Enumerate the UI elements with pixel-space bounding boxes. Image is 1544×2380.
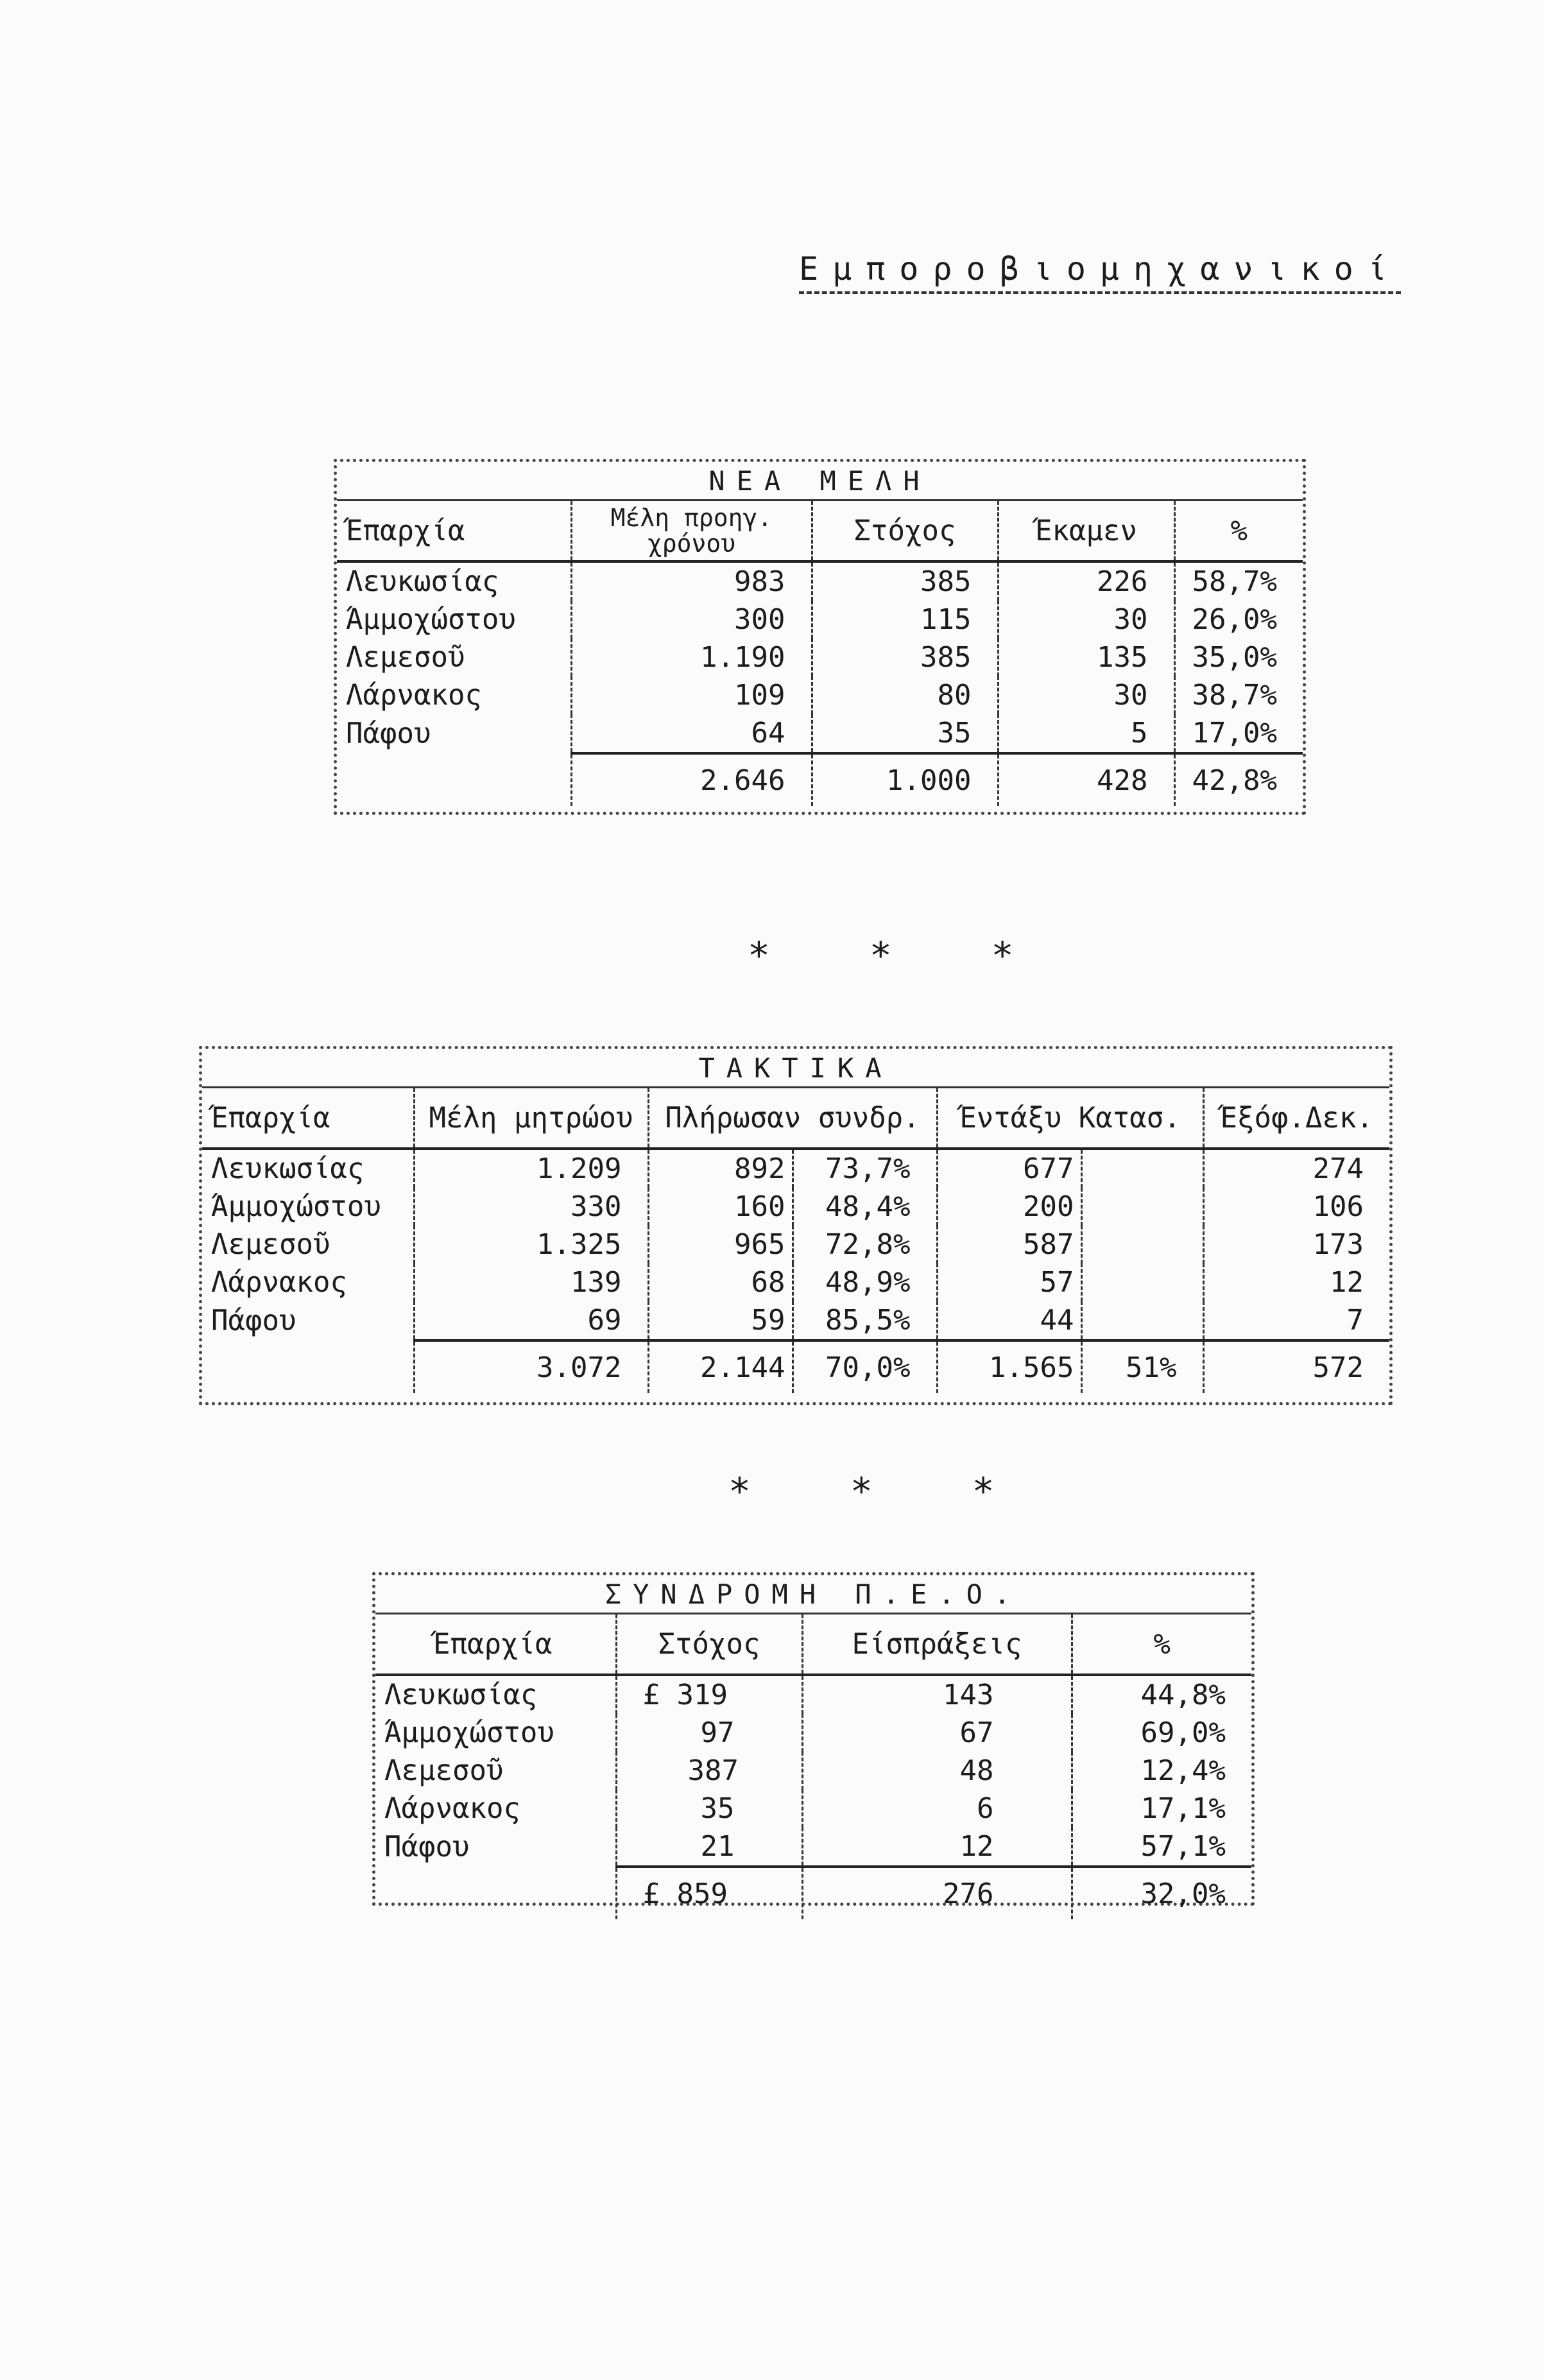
percent-cell: 85,5% — [793, 1301, 937, 1340]
table-row — [202, 1301, 1389, 1340]
table-row — [337, 676, 1303, 714]
value-cell: 30 — [998, 601, 1174, 638]
table-row — [202, 1188, 1389, 1226]
table-total-row — [337, 753, 1303, 806]
value-cell: 330 — [414, 1188, 648, 1226]
table-row — [202, 1149, 1389, 1188]
total-cell: 42,8% — [1174, 753, 1303, 806]
value-cell: 68 — [648, 1263, 793, 1301]
province-cell: Πάφου — [346, 717, 431, 750]
total-cell: 32,0% — [1072, 1867, 1251, 1919]
header-cell: Έπαρχία — [202, 1088, 414, 1149]
header-cell: Στόχος — [616, 1614, 802, 1675]
value-cell: 115 — [812, 601, 998, 638]
province-cell: Λεμεσοῦ — [384, 1754, 504, 1787]
percent-cell: 35,0% — [1174, 638, 1303, 676]
value-cell: 80 — [812, 676, 998, 714]
table-row — [337, 601, 1303, 638]
table-subscription — [372, 1572, 1255, 1910]
value-cell: 965 — [648, 1226, 793, 1263]
percent-cell — [1081, 1149, 1203, 1188]
total-label-cell — [375, 1867, 616, 1919]
province-cell: Άμμοχώστου — [384, 1717, 554, 1749]
value-cell: 300 — [571, 601, 812, 638]
value-cell: 44 — [937, 1301, 1081, 1340]
table-row — [375, 1752, 1251, 1790]
percent-cell — [1081, 1301, 1203, 1340]
header-cell: Έντάξυ Κατασ. — [937, 1088, 1203, 1149]
value-cell: 106 — [1203, 1188, 1389, 1226]
value-cell: 59 — [648, 1301, 793, 1340]
table-caption: ΤΑΚΤΙΚΑ — [698, 1052, 893, 1084]
province-cell: Άμμοχώστου — [211, 1190, 381, 1223]
total-cell: 51% — [1081, 1340, 1203, 1393]
value-cell: 274 — [1203, 1149, 1389, 1188]
total-cell: 276 — [802, 1867, 1072, 1919]
new-members-table — [337, 462, 1303, 806]
percent-cell: 72,8% — [793, 1226, 937, 1263]
value-cell: 35 — [812, 714, 998, 753]
header-cell: Είσπράξεις — [802, 1614, 1072, 1675]
value-cell: 67 — [802, 1714, 1072, 1752]
total-label-cell — [202, 1340, 414, 1393]
table-row — [202, 1226, 1389, 1263]
value-cell: 139 — [414, 1263, 648, 1301]
value-cell: 35 — [616, 1790, 802, 1828]
total-cell: 2.144 — [648, 1340, 793, 1393]
value-cell: 12 — [1203, 1263, 1389, 1301]
table-header-row — [202, 1088, 1389, 1149]
value-cell: 385 — [812, 561, 998, 601]
value-cell: 21 — [616, 1828, 802, 1867]
percent-cell: 38,7% — [1174, 676, 1303, 714]
table-row — [337, 561, 1303, 601]
value-cell: 173 — [1203, 1226, 1389, 1263]
percent-cell: 12,4% — [1072, 1752, 1251, 1790]
province-cell: Λάρνακος — [211, 1266, 347, 1299]
page-title: Εμποροβιομηχανικοί — [799, 250, 1401, 294]
table-new-members — [334, 459, 1306, 815]
value-cell: 892 — [648, 1149, 793, 1188]
table-row — [337, 714, 1303, 753]
value-cell: 57 — [937, 1263, 1081, 1301]
value-cell: 983 — [571, 561, 812, 601]
percent-cell: 26,0% — [1174, 601, 1303, 638]
percent-cell: 17,0% — [1174, 714, 1303, 753]
percent-cell: 44,8% — [1072, 1675, 1251, 1714]
header-cell: Μέλη προηγ. χρόνου — [571, 501, 812, 562]
value-cell: 97 — [616, 1714, 802, 1752]
province-cell: Πάφου — [384, 1831, 470, 1863]
total-cell: 70,0% — [793, 1340, 937, 1393]
table-row — [202, 1263, 1389, 1301]
province-cell: Λάρνακος — [384, 1792, 520, 1825]
value-cell: 387 — [616, 1752, 802, 1790]
header-cell: % — [1174, 501, 1303, 562]
total-cell: 2.646 — [571, 753, 812, 806]
value-cell: 69 — [414, 1301, 648, 1340]
table-row — [375, 1790, 1251, 1828]
table-row — [375, 1675, 1251, 1714]
total-cell: 1.565 — [937, 1340, 1081, 1393]
total-cell: 428 — [998, 753, 1174, 806]
header-cell: Έκαμεν — [998, 501, 1174, 562]
percent-cell — [1081, 1188, 1203, 1226]
value-cell: 1.209 — [414, 1149, 648, 1188]
total-label-cell — [337, 753, 571, 806]
table-row — [375, 1714, 1251, 1752]
table-regular-members — [199, 1046, 1393, 1405]
value-cell: 135 — [998, 638, 1174, 676]
value-cell: 200 — [937, 1188, 1081, 1226]
table-header-row — [337, 501, 1303, 562]
total-cell: £ 859 — [616, 1867, 802, 1919]
value-cell: 226 — [998, 561, 1174, 601]
percent-cell: 58,7% — [1174, 561, 1303, 601]
percent-cell: 57,1% — [1072, 1828, 1251, 1867]
value-cell: 587 — [937, 1226, 1081, 1263]
percent-cell: 48,9% — [793, 1263, 937, 1301]
value-cell: 1.190 — [571, 638, 812, 676]
value-cell: 1.325 — [414, 1226, 648, 1263]
table-caption: ΝΕΑ ΜΕΛΗ — [708, 465, 931, 497]
value-cell: 5 — [998, 714, 1174, 753]
value-cell: 385 — [812, 638, 998, 676]
province-cell: Λευκωσίας — [384, 1679, 538, 1711]
header-cell: Έξόφ.Δεκ. — [1203, 1088, 1389, 1149]
total-cell: 3.072 — [414, 1340, 648, 1393]
percent-cell — [1081, 1263, 1203, 1301]
percent-cell: 17,1% — [1072, 1790, 1251, 1828]
value-cell: £ 319 — [616, 1675, 802, 1714]
value-cell: 160 — [648, 1188, 793, 1226]
separator-stars: * * * — [728, 1469, 1033, 1513]
regular-members-table — [202, 1049, 1389, 1393]
header-cell: Μέλη μητρώου — [414, 1088, 648, 1149]
total-cell: 572 — [1203, 1340, 1389, 1393]
percent-cell: 69,0% — [1072, 1714, 1251, 1752]
value-cell: 30 — [998, 676, 1174, 714]
subscription-table — [375, 1575, 1251, 1919]
province-cell: Πάφου — [211, 1305, 296, 1337]
total-cell: 1.000 — [812, 753, 998, 806]
value-cell: 677 — [937, 1149, 1081, 1188]
table-total-row — [202, 1340, 1389, 1393]
table-row — [375, 1828, 1251, 1867]
table-caption: ΣΥΝΔΡΟΜΗ Π.Ε.Ο. — [605, 1578, 1022, 1610]
value-cell: 7 — [1203, 1301, 1389, 1340]
percent-cell — [1081, 1226, 1203, 1263]
header-cell: Στόχος — [812, 501, 998, 562]
province-cell: Λεμεσοῦ — [211, 1228, 330, 1261]
province-cell: Άμμοχώστου — [346, 603, 516, 636]
value-cell: 143 — [802, 1675, 1072, 1714]
table-total-row — [375, 1867, 1251, 1919]
province-cell: Λεμεσοῦ — [346, 641, 465, 674]
header-cell: Έπαρχία — [337, 501, 571, 562]
province-cell: Λευκωσίας — [211, 1152, 365, 1185]
value-cell: 64 — [571, 714, 812, 753]
province-cell: Λευκωσίας — [346, 565, 499, 598]
header-cell: % — [1072, 1614, 1251, 1675]
percent-cell: 73,7% — [793, 1149, 937, 1188]
header-cell: Έπαρχία — [375, 1614, 616, 1675]
separator-stars: * * * — [748, 934, 1052, 977]
value-cell: 109 — [571, 676, 812, 714]
value-cell: 48 — [802, 1752, 1072, 1790]
header-cell: Πλήρωσαν συνδρ. — [648, 1088, 937, 1149]
table-row — [337, 638, 1303, 676]
percent-cell: 48,4% — [793, 1188, 937, 1226]
province-cell: Λάρνακος — [346, 679, 482, 712]
value-cell: 12 — [802, 1828, 1072, 1867]
table-header-row — [375, 1614, 1251, 1675]
value-cell: 6 — [802, 1790, 1072, 1828]
